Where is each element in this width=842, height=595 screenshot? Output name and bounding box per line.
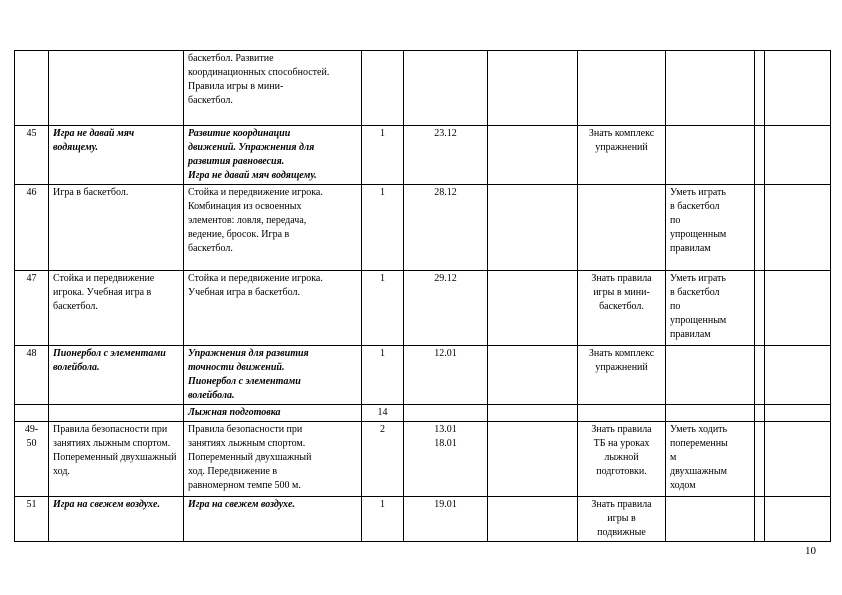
cell-line: 29.12 xyxy=(434,273,457,284)
num-cell xyxy=(15,405,49,422)
skill-cell xyxy=(666,51,755,126)
cell-line: Упражнения для развития xyxy=(188,348,309,359)
section-title: Лыжная подготовка xyxy=(184,405,362,422)
cell-line: ходом xyxy=(670,480,696,491)
cell-line: Попеременный двухшажный xyxy=(188,452,312,463)
lesson-number: 45 xyxy=(15,126,49,185)
cell-line: двухшажным xyxy=(670,466,727,477)
hours-cell: 1 xyxy=(362,497,404,542)
lesson-content xyxy=(184,51,362,126)
skill-cell xyxy=(666,497,755,542)
know-cell xyxy=(578,185,666,271)
cell-line: 23.12 xyxy=(434,128,457,139)
hours-cell: 1 xyxy=(362,346,404,405)
lesson-content xyxy=(184,497,362,542)
cell-line: баскетбол. xyxy=(188,243,233,254)
cell-line: ТБ на уроках xyxy=(593,438,650,449)
cell-line: координационных способностей. xyxy=(188,67,330,78)
lesson-topic: Игра не давай мяч водящему. xyxy=(49,126,184,185)
hours-cell: 14 xyxy=(362,405,404,422)
cell-line: 12.01 xyxy=(434,348,457,359)
cell-line: равномерном темпе 500 м. xyxy=(188,480,301,491)
lesson-topic: Игра на свежем воздухе. xyxy=(49,497,184,542)
notes-cell xyxy=(765,51,831,126)
lesson-content xyxy=(184,346,362,405)
empty-cell xyxy=(488,185,578,271)
cell-line: развития равновесия. xyxy=(188,156,285,167)
cell-line: волейбола. xyxy=(188,390,235,401)
know-cell xyxy=(578,497,666,542)
table-row xyxy=(15,185,831,271)
lesson-number: 46 xyxy=(15,185,49,271)
cell-line: Знать правила xyxy=(591,273,652,284)
cell-line: Знать правила xyxy=(591,424,652,435)
cell-line: баскетбол. Развитие xyxy=(188,53,274,64)
hours-cell xyxy=(362,51,404,126)
date-cell xyxy=(404,185,488,271)
lesson-number: 51 xyxy=(15,497,49,542)
lesson-topic: Пионербол с элементами волейбола. xyxy=(49,346,184,405)
know-cell xyxy=(578,346,666,405)
narrow-cell xyxy=(755,497,765,542)
cell-line: в баскетбол xyxy=(670,201,720,212)
table-row xyxy=(15,422,831,497)
lesson-number xyxy=(15,51,49,126)
cell-line: правилам xyxy=(670,243,711,254)
notes-cell xyxy=(765,271,831,346)
skill-cell xyxy=(666,271,755,346)
notes-cell xyxy=(765,497,831,542)
cell-line: игры в xyxy=(607,513,636,524)
cell-line: лыжной xyxy=(604,452,639,463)
notes-cell xyxy=(765,405,831,422)
date-cell xyxy=(404,346,488,405)
narrow-cell xyxy=(755,51,765,126)
notes-cell xyxy=(765,422,831,497)
cell-line: правилам xyxy=(670,329,711,340)
hours-cell: 1 xyxy=(362,271,404,346)
cell-line: попеременны xyxy=(670,438,728,449)
cell-line: Знать правила xyxy=(591,499,652,510)
cell-line: баскетбол. xyxy=(188,95,233,106)
date-cell xyxy=(404,271,488,346)
cell-line: Уметь играть xyxy=(670,187,726,198)
notes-cell xyxy=(765,185,831,271)
cell-line: подвижные xyxy=(597,527,646,538)
cell-line: Пионербол с элементами xyxy=(188,376,301,387)
table-row xyxy=(15,126,831,185)
lesson-topic: Стойка и передвижение игрока. Учебная игра в баскетбол. xyxy=(49,271,184,346)
know-cell xyxy=(578,126,666,185)
lesson-number: 49- 50 xyxy=(15,422,49,497)
table-row xyxy=(15,271,831,346)
lesson-topic: Правила безопасности при занятиях лыжным спортом. Попеременный двухшажный ход. xyxy=(49,422,184,497)
cell-line: Развитие координации xyxy=(188,128,291,139)
table-row xyxy=(15,405,831,422)
cell-line: Правила безопасности при xyxy=(188,424,303,435)
cell-line: в баскетбол xyxy=(670,287,720,298)
cell-line: 18.01 xyxy=(434,438,457,449)
cell-line: точности движений. xyxy=(188,362,285,373)
cell-line: Знать комплекс xyxy=(588,348,655,359)
skill-cell xyxy=(666,126,755,185)
date-cell xyxy=(404,405,488,422)
empty-cell xyxy=(488,405,578,422)
lesson-content xyxy=(184,185,362,271)
date-cell xyxy=(404,422,488,497)
cell-line: Игра не давай мяч водящему. xyxy=(188,170,317,181)
empty-cell xyxy=(488,422,578,497)
cell-line: Знать комплекс xyxy=(588,128,655,139)
cell-line: ход. Передвижение в xyxy=(188,466,278,477)
lesson-content xyxy=(184,271,362,346)
cell-line: упражнений xyxy=(595,362,648,373)
lesson-number: 47 xyxy=(15,271,49,346)
empty-cell xyxy=(488,346,578,405)
cell-line: 19.01 xyxy=(434,499,457,510)
cell-line: упрощенным xyxy=(670,315,727,326)
cell-line: 28.12 xyxy=(434,187,457,198)
empty-cell xyxy=(488,126,578,185)
narrow-cell xyxy=(755,185,765,271)
table-row xyxy=(15,497,831,542)
skill-cell xyxy=(666,346,755,405)
lesson-plan-body xyxy=(15,51,831,542)
cell-line: баскетбол. xyxy=(599,301,644,312)
notes-cell xyxy=(765,126,831,185)
page-number: 10 xyxy=(805,545,816,557)
skill-cell xyxy=(666,185,755,271)
topic-cell xyxy=(49,405,184,422)
cell-line: Комбинация из освоенных xyxy=(188,201,302,212)
table-row xyxy=(15,346,831,405)
empty-cell xyxy=(488,271,578,346)
lesson-number: 48 xyxy=(15,346,49,405)
lesson-topic xyxy=(49,51,184,126)
lesson-content xyxy=(184,422,362,497)
empty-cell xyxy=(488,497,578,542)
cell-line: по xyxy=(670,301,681,312)
date-cell xyxy=(404,126,488,185)
know-cell xyxy=(578,271,666,346)
cell-line: Стойка и передвижение игрока. xyxy=(188,187,323,198)
cell-line: Уметь ходить xyxy=(670,424,728,435)
lesson-topic: Игра в баскетбол. xyxy=(49,185,184,271)
narrow-cell xyxy=(755,346,765,405)
cell-line: м xyxy=(670,452,677,463)
skill-cell xyxy=(666,422,755,497)
narrow-cell xyxy=(755,126,765,185)
hours-cell: 2 xyxy=(362,422,404,497)
cell-line: Игра на свежем воздухе. xyxy=(188,499,295,510)
cell-line: элементов: ловля, передача, xyxy=(188,215,307,226)
narrow-cell xyxy=(755,405,765,422)
cell-line: движений. Упражнения для xyxy=(188,142,315,153)
cell-line: Правила игры в мини- xyxy=(188,81,284,92)
cell-line: Учебная игра в баскетбол. xyxy=(188,287,300,298)
empty-cell xyxy=(488,51,578,126)
cell-line: Стойка и передвижение игрока. xyxy=(188,273,323,284)
know-cell xyxy=(578,51,666,126)
table-row xyxy=(15,51,831,126)
cell-line: ведение, бросок. Игра в xyxy=(188,229,290,240)
cell-line: игры в мини- xyxy=(593,287,650,298)
know-cell xyxy=(578,422,666,497)
cell-line: упражнений xyxy=(595,142,648,153)
date-cell xyxy=(404,497,488,542)
skill-cell xyxy=(666,405,755,422)
hours-cell: 1 xyxy=(362,185,404,271)
lesson-plan-table xyxy=(14,50,831,542)
narrow-cell xyxy=(755,271,765,346)
narrow-cell xyxy=(755,422,765,497)
cell-line: Уметь играть xyxy=(670,273,726,284)
notes-cell xyxy=(765,346,831,405)
cell-line: 13.01 xyxy=(434,424,457,435)
know-cell xyxy=(578,405,666,422)
hours-cell: 1 xyxy=(362,126,404,185)
cell-line: подготовки. xyxy=(596,466,647,477)
cell-line: занятиях лыжным спортом. xyxy=(188,438,306,449)
date-cell xyxy=(404,51,488,126)
cell-line: упрощенным xyxy=(670,229,727,240)
cell-line: по xyxy=(670,215,681,226)
lesson-content xyxy=(184,126,362,185)
